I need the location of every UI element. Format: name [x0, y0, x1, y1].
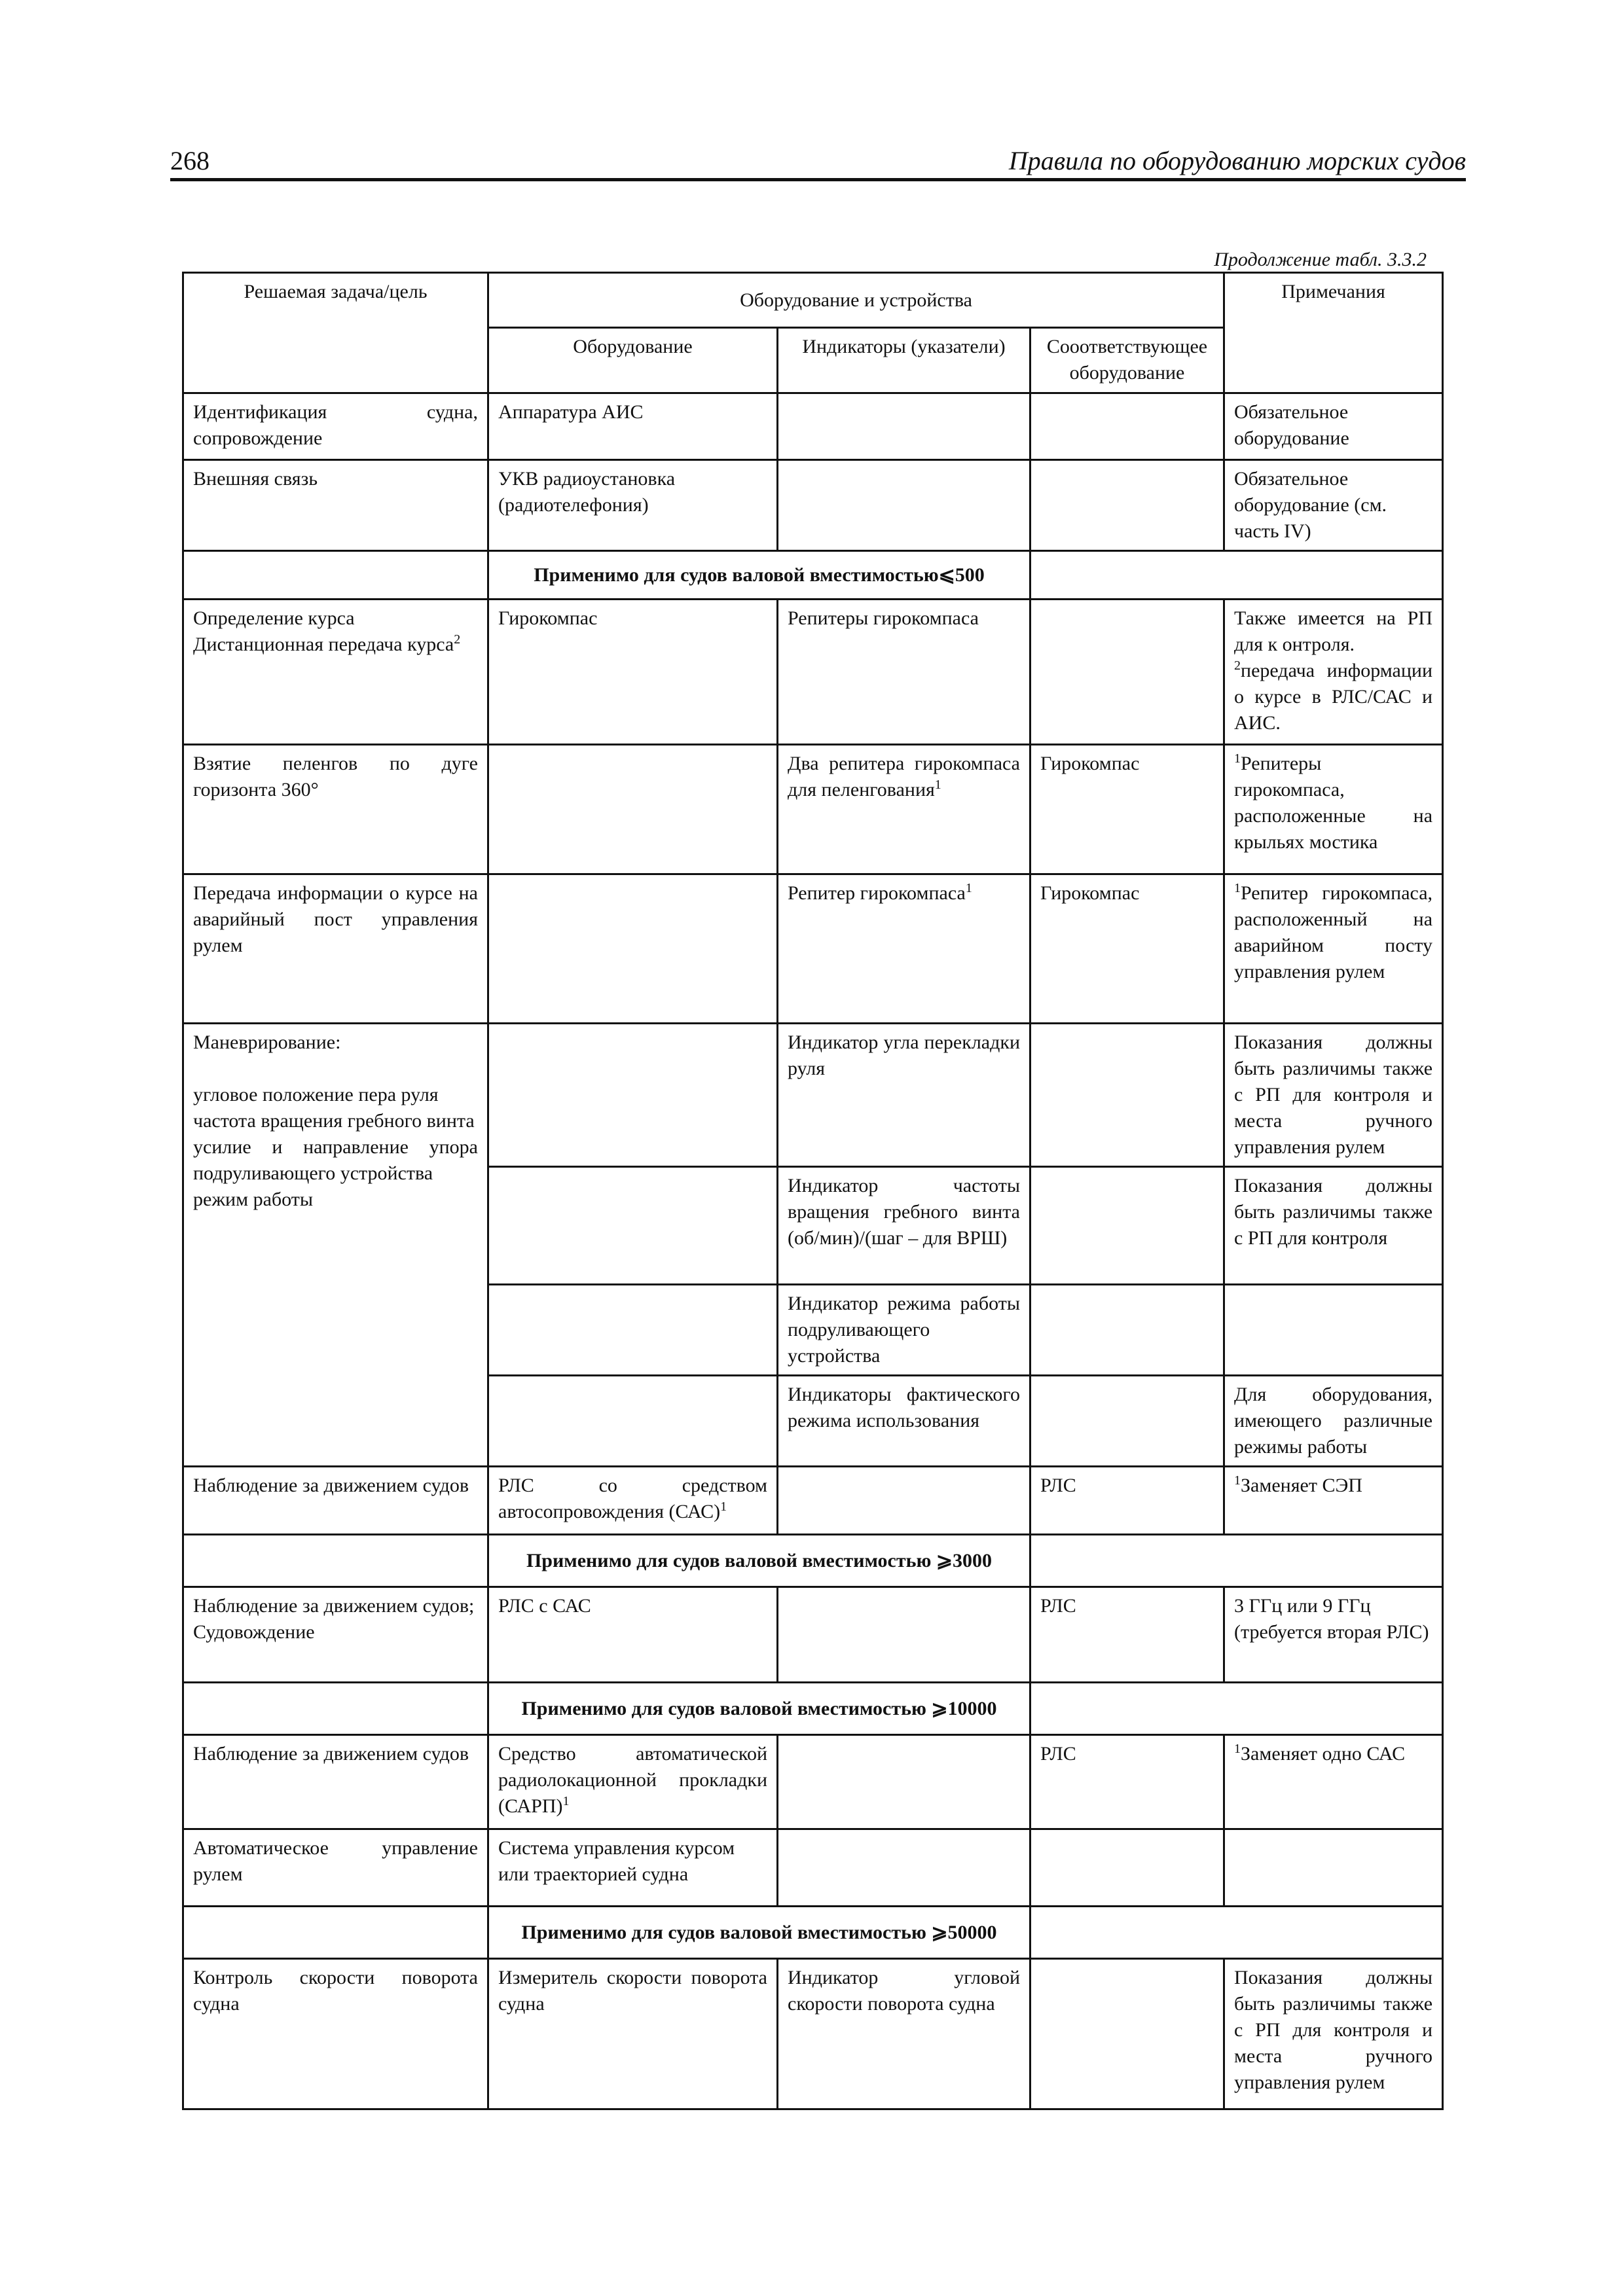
cell-indicators — [778, 745, 1030, 874]
table-row — [183, 874, 1443, 1024]
note-text: Репитер гирокомпаса, расположенный на аварийном посту управления рулем — [1234, 882, 1433, 982]
condition-label: Применимо для судов валовой вместимостью ⩾50000 — [488, 1907, 1030, 1959]
cell-notes — [1224, 874, 1443, 1024]
cell-notes: Показания должны быть различимы также с РП для контроля — [1224, 1167, 1443, 1285]
cell-empty — [1030, 1907, 1443, 1959]
task-line: усилие и направление упора подруливающего устройства — [193, 1136, 478, 1184]
table-row — [183, 460, 1443, 551]
condition-label: Применимо для судов валовой вместимостью⩽500 — [488, 551, 1030, 600]
cell-equipment — [488, 1467, 778, 1535]
cell-indicators: Индикатор режима работы подруливающего устройства — [778, 1285, 1030, 1376]
cell-corresponding — [1030, 1959, 1224, 2109]
cell-indicators: Репитеры гирокомпаса — [778, 600, 1030, 745]
cell-corresponding — [1030, 1167, 1224, 1285]
cell-corresponding: Гирокомпас — [1030, 745, 1224, 874]
equipment-text: Средство автоматической радиолокационной прокладки (САРП) — [498, 1743, 767, 1817]
task-line: Определение курса — [193, 607, 355, 629]
cell-task: Передача информации о курсе на аварийный пост управления рулем — [183, 874, 488, 1024]
cell-corresponding — [1030, 1285, 1224, 1376]
cell-equipment — [488, 745, 778, 874]
cell-notes: 3 ГГц или 9 ГГц (требуется вторая РЛС) — [1224, 1587, 1443, 1683]
footnote-mark: 1 — [1234, 751, 1241, 766]
table-row — [183, 1467, 1443, 1535]
cell-notes — [1224, 1829, 1443, 1907]
cell-equipment — [488, 1285, 778, 1376]
condition-row — [183, 551, 1443, 600]
cell-indicators — [778, 1735, 1030, 1829]
footnote-mark: 2 — [1234, 658, 1241, 673]
cell-corresponding: Гирокомпас — [1030, 874, 1224, 1024]
cell-notes — [1224, 1735, 1443, 1829]
col-notes-header: Примечания — [1224, 273, 1443, 393]
cell-notes: Обязательное оборудование — [1224, 393, 1443, 460]
cell-indicators — [778, 393, 1030, 460]
note-text: Репитеры гирокомпаса, расположенные на крыльях мостика — [1234, 753, 1433, 853]
cell-indicators — [778, 460, 1030, 551]
cell-task: Взятие пеленгов по дуге горизонта 360° — [183, 745, 488, 874]
footnote-mark: 1 — [1234, 881, 1241, 895]
indicator-text: Репитер гирокомпаса — [788, 882, 966, 904]
cell-corresponding — [1030, 393, 1224, 460]
table-row — [183, 745, 1443, 874]
cell-equipment — [488, 874, 778, 1024]
cell-corresponding — [1030, 460, 1224, 551]
cell-equipment — [488, 1376, 778, 1467]
table-row — [183, 1959, 1443, 2109]
condition-label: Применимо для судов валовой вместимостью ⩾3000 — [488, 1535, 1030, 1587]
cell-task — [183, 1587, 488, 1683]
cell-equipment: УКВ радиоустановка (радиотелефония) — [488, 460, 778, 551]
equipment-table — [182, 272, 1444, 2110]
running-title: Правила по оборудованию морских судов — [1008, 146, 1466, 175]
note-text: Заменяет одно САС — [1241, 1743, 1406, 1765]
cell-equipment: Система управления курсом или траекторией судна — [488, 1829, 778, 1907]
condition-label: Применимо для судов валовой вместимостью ⩾10000 — [488, 1683, 1030, 1735]
cell-corresponding — [1030, 1376, 1224, 1467]
cell-indicators: Индикатор угловой скорости поворота судна — [778, 1959, 1030, 2109]
task-line: Судовождение — [193, 1621, 315, 1643]
footnote-mark: 1 — [1234, 1473, 1241, 1488]
col-indicators-header: Индикаторы (указатели) — [778, 328, 1030, 393]
cell-corresponding: РЛС — [1030, 1735, 1224, 1829]
cell-notes — [1224, 745, 1443, 874]
cell-notes: Показания должны быть различимы также с РП для контроля и места ручного управления рулем — [1224, 1024, 1443, 1167]
cell-corresponding — [1030, 600, 1224, 745]
task-line: Наблюдение за движением судов; — [193, 1595, 475, 1617]
cell-empty — [183, 1683, 488, 1735]
footnote-mark: 1 — [562, 1794, 570, 1808]
cell-empty — [1030, 1683, 1443, 1735]
footnote-mark: 2 — [454, 632, 461, 647]
cell-corresponding — [1030, 1829, 1224, 1907]
cell-task — [183, 1024, 488, 1467]
cell-notes: Показания должны быть различимы также с РП для контроля и места ручного управления рулем — [1224, 1959, 1443, 2109]
table-row — [183, 1735, 1443, 1829]
col-equipment-group-header: Оборудование и устройства — [488, 273, 1224, 328]
table-caption: Продолжение табл. 3.3.2 — [1214, 249, 1427, 270]
col-task-header: Решаемая задача/цель — [183, 273, 488, 393]
table-header-row — [183, 273, 1443, 328]
cell-notes — [1224, 1285, 1443, 1376]
cell-indicators: Индикатор частоты вращения гребного винта (об/мин)/(шаг – для ВРШ) — [778, 1167, 1030, 1285]
page-number: 268 — [170, 146, 210, 175]
cell-indicators — [778, 1467, 1030, 1535]
condition-row — [183, 1535, 1443, 1587]
cell-indicators — [778, 1587, 1030, 1683]
table-row — [183, 600, 1443, 745]
cell-equipment: Гирокомпас — [488, 600, 778, 745]
cell-corresponding — [1030, 1024, 1224, 1167]
cell-task: Наблюдение за движением судов — [183, 1735, 488, 1829]
cell-task: Внешняя связь — [183, 460, 488, 551]
condition-row — [183, 1907, 1443, 1959]
cell-indicators: Индикатор угла перекладки руля — [778, 1024, 1030, 1167]
task-line: режим работы — [193, 1189, 314, 1210]
cell-task: Идентификация судна, сопровождение — [183, 393, 488, 460]
table-row — [183, 1587, 1443, 1683]
task-title: Маневрирование: — [193, 1031, 341, 1053]
task-line: Дистанционная передача курса — [193, 634, 454, 655]
cell-empty — [1030, 1535, 1443, 1587]
note-text: Заменяет СЭП — [1241, 1475, 1362, 1496]
col-equipment-header: Оборудование — [488, 328, 778, 393]
equipment-text: РЛС со средством автосопровождения (САС) — [498, 1475, 767, 1522]
cell-indicators — [778, 874, 1030, 1024]
cell-notes — [1224, 600, 1443, 745]
cell-equipment: Аппаратура АИС — [488, 393, 778, 460]
condition-row — [183, 1683, 1443, 1735]
cell-equipment — [488, 1735, 778, 1829]
cell-equipment — [488, 1167, 778, 1285]
cell-corresponding: РЛС — [1030, 1467, 1224, 1535]
table-row — [183, 393, 1443, 460]
cell-task — [183, 600, 488, 745]
cell-notes: Обязательное оборудование (см. часть IV) — [1224, 460, 1443, 551]
cell-indicators: Индикаторы фактического режима использования — [778, 1376, 1030, 1467]
cell-task: Наблюдение за движением судов — [183, 1467, 488, 1535]
cell-notes: Для оборудования, имеющего различные режимы работы — [1224, 1376, 1443, 1467]
footnote-mark: 1 — [720, 1499, 727, 1514]
cell-task: Контроль скорости поворота судна — [183, 1959, 488, 2109]
table-row — [183, 1829, 1443, 1907]
cell-equipment: РЛС с САС — [488, 1587, 778, 1683]
note-line: передача информации о курсе в РЛС/САС и АИС. — [1234, 660, 1433, 734]
footnote-mark: 1 — [965, 881, 972, 895]
cell-equipment: Измеритель скорости поворота судна — [488, 1959, 778, 2109]
col-corresponding-header: Сооответствующее оборудование — [1030, 328, 1224, 393]
cell-notes — [1224, 1467, 1443, 1535]
note-line: Также имеется на РП для к онтроля. — [1234, 607, 1433, 655]
cell-empty — [183, 1535, 488, 1587]
cell-empty — [183, 551, 488, 600]
cell-indicators — [778, 1829, 1030, 1907]
cell-empty — [1030, 551, 1443, 600]
footnote-mark: 1 — [934, 778, 941, 792]
indicator-text: Два репитера гирокомпаса для пеленгования — [788, 753, 1020, 800]
task-line: угловое положение пера руля — [193, 1084, 439, 1105]
cell-empty — [183, 1907, 488, 1959]
footnote-mark: 1 — [1234, 1742, 1241, 1756]
task-line: частота вращения гребного винта — [193, 1110, 475, 1132]
cell-task: Автоматическое управление рулем — [183, 1829, 488, 1907]
cell-corresponding: РЛС — [1030, 1587, 1224, 1683]
header-rule — [170, 178, 1466, 181]
cell-equipment — [488, 1024, 778, 1167]
table-row — [183, 1024, 1443, 1167]
